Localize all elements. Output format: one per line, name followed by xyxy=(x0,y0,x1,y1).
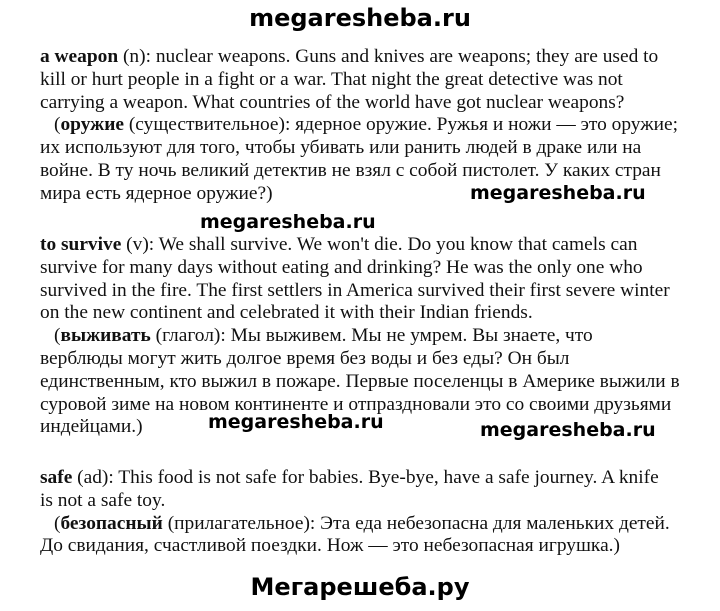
watermark-bottom: Мегарешеба.ру xyxy=(250,573,470,601)
entry-ru-line: единственным, кто выжил в пожаре. Первые поселенцы в Америке выжили в xyxy=(40,370,680,392)
entry-en-line xyxy=(40,467,700,490)
entry-ru-line: индейцами.) xyxy=(40,416,143,438)
entry-survive xyxy=(40,234,700,439)
watermark-mid-4: megaresheba.ru xyxy=(480,419,656,441)
entry-en-line: carrying a weapon. What countries of the world have got nuclear weapons? xyxy=(40,91,625,113)
entry-ru-line: их используют для того, чтобы убивать или ранить людей в драке или на xyxy=(40,137,642,159)
entry-ru-line xyxy=(40,325,700,348)
entry-ru-line: войне. В ту ночь великий детектив не взял с собой пистолет. У каких стран xyxy=(40,159,661,181)
watermark-top: megaresheba.ru xyxy=(249,4,471,32)
entry-term-ru: выживать xyxy=(60,325,151,347)
open-paren: ( xyxy=(54,114,61,136)
entry-en-text: (n): nuclear weapons. Guns and knives are weapons; they are used to xyxy=(118,46,659,67)
watermark-mid-2: megaresheba.ru xyxy=(200,211,376,233)
entry-en-line: survived in the fire. The first settlers in America survived their first severe winter xyxy=(40,279,670,301)
entry-term-ru: безопасный xyxy=(60,512,163,534)
entry-ru-text: (прилагательное): Эта еда небезопасна для маленьких детей. xyxy=(162,512,670,534)
entry-term-en: to survive xyxy=(40,234,122,255)
watermark-mid-1: megaresheba.ru xyxy=(470,182,646,204)
entry-term-en: a weapon xyxy=(40,46,119,67)
entry-en-line xyxy=(40,46,700,69)
entry-ru-text: (существительное): ядерное оружие. Ружья и ножи — это оружие; xyxy=(123,114,679,136)
entry-ru-line: мира есть ядерное оружие?) xyxy=(40,182,273,204)
entry-ru-text: (глагол): Мы выживем. Мы не умрем. Вы знаете, что xyxy=(150,325,593,347)
entry-ru-line: суровой зиме на новом континенте и отпраздновали это со своими друзьями xyxy=(40,393,672,415)
entry-term-en: safe xyxy=(40,467,73,488)
entry-ru-line: верблюды могут жить долгое время без воды и без еды? Он был xyxy=(40,347,570,369)
entry-safe xyxy=(40,467,700,558)
entry-ru-line xyxy=(40,513,700,536)
watermark-mid-3: megaresheba.ru xyxy=(208,411,384,433)
entry-en-text: (ad): This food is not safe for babies. Bye-bye, have a safe journey. A knife xyxy=(72,467,659,488)
entry-en-line: survive for many days without eating and drinking? He was the only one who xyxy=(40,256,643,278)
entry-term-ru: оружие xyxy=(60,114,124,136)
entry-ru-line: До свидания, счастливой поездки. Нож — это небезопасная игрушка.) xyxy=(40,535,620,557)
entry-en-line: is not a safe toy. xyxy=(40,489,166,511)
entry-en-line: kill or hurt people in a fight or a war. That night the great detective was not xyxy=(40,68,623,90)
entry-en-line xyxy=(40,234,700,257)
entry-en-text: (v): We shall survive. We won't die. Do you know that camels can xyxy=(121,234,638,255)
entry-en-line: on the new continent and celebrated it with their Indian friends. xyxy=(40,302,533,324)
open-paren: ( xyxy=(54,512,61,534)
open-paren: ( xyxy=(54,325,61,347)
entry-ru-line xyxy=(40,114,700,137)
